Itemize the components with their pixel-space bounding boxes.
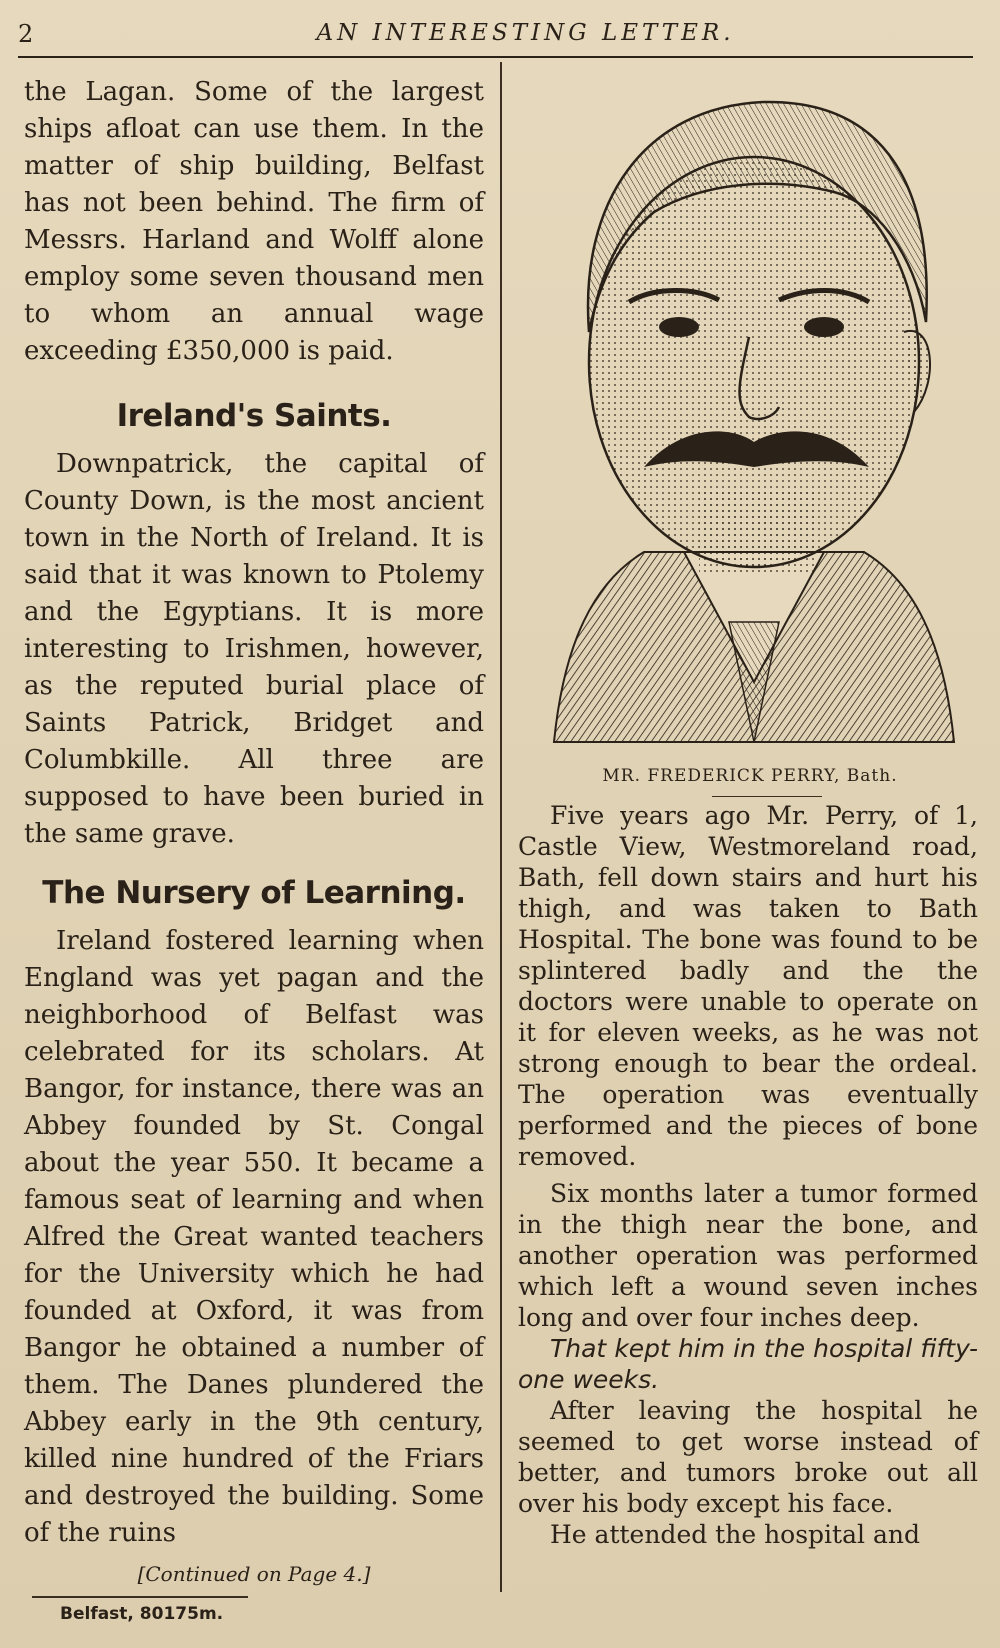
dateline-rule xyxy=(32,1596,248,1598)
running-title: AN INTERESTING LETTER. xyxy=(316,20,735,46)
portrait-engraving xyxy=(534,82,974,762)
column-divider xyxy=(500,62,502,1592)
portrait-caption: MR. FREDERICK PERRY, Bath. xyxy=(602,766,898,786)
continued-note: [Continued on Page 4.] xyxy=(137,1562,371,1586)
right-column xyxy=(518,800,978,1550)
nursery-heading: The Nursery of Learning. xyxy=(42,875,466,911)
page-number: 2 xyxy=(18,20,34,48)
perry-paragraph-4: He attended the hospital and xyxy=(550,1520,920,1549)
saints-heading: Ireland's Saints. xyxy=(116,398,392,434)
saints-paragraph: Downpatrick, the capital of County Down, is the most ancient town in the North of Ireland. It is said that it was known to Ptolemy and the Egyptians. It is more interesting to Irishmen, however, as the reputed burial place of Saints Patrick, Bridget and Columbkille. All three are supposed to have been buried in the same grave. xyxy=(24,449,484,849)
nursery-paragraph: Ireland fostered learning when England was yet pagan and the neighborhood of Belfast was celebrated for its scholars. At Bangor, for instance, there was an Abbey founded by St. Congal about the year 550. It became a famous seat of learning and when Alfred the Great wanted teachers for the University which he had founded at Oxford, it was from Bangor he obtained a number of them. The Danes plundered the Abbey early in the 9th century, killed nine hundred of the Friars and destroyed the building. Some of the ruins xyxy=(24,926,484,1548)
left-column xyxy=(24,74,484,1586)
perry-paragraph-2: Six months later a tumor formed in the thigh near the bone, and another operation was performed which left a wound seven inches long and over four inches deep. xyxy=(518,1179,978,1332)
intro-paragraph: the Lagan. Some of the largest ships afloat can use them. In the matter of ship building, Belfast has not been behind. The firm of Messrs. Harland and Wolff alone employ some seven thousand men to whom an annual wage exceeding £350,000 is paid. xyxy=(24,77,484,366)
caption-rule xyxy=(712,796,822,797)
perry-paragraph-1: Five years ago Mr. Perry, of 1, Castle View, Westmoreland road, Bath, fell down stairs and hurt his thigh, and was taken to Bath Hospital. The bone was found to be splintered badly and the the doctors were unable to operate on it for eleven weeks, as he was not strong enough to bear the ordeal. The operation was eventually performed and the pieces of bone removed. xyxy=(518,801,978,1171)
dateline: Belfast, 80175m. xyxy=(60,1604,224,1624)
page-header xyxy=(18,16,973,58)
perry-italic-note: That kept him in the hospital fifty-one weeks. xyxy=(518,1334,978,1394)
perry-paragraph-3: After leaving the hospital he seemed to get worse instead of better, and tumors broke out all over his body except his face. xyxy=(518,1396,978,1518)
